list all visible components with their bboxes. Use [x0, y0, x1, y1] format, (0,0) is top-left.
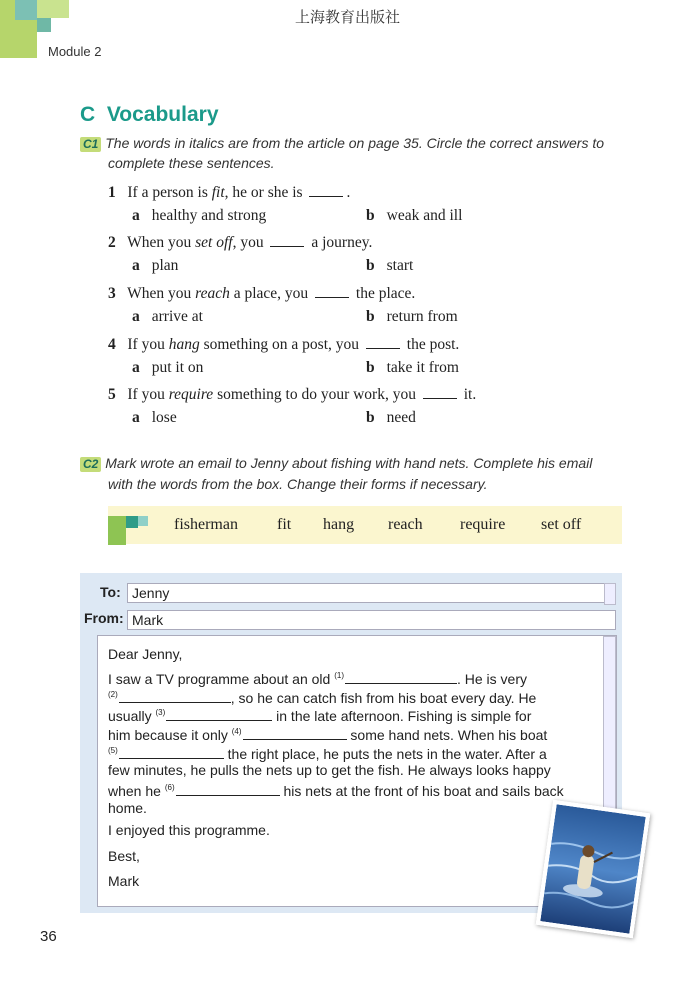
question-5: 5 If you require something to do your work, you it.	[108, 386, 477, 403]
from-field[interactable]: Mark	[127, 610, 616, 630]
page-number: 36	[40, 928, 57, 945]
email-line: I saw a TV programme about an old $^{(1)}$ . He is very	[108, 671, 527, 687]
option-5a[interactable]: a lose	[132, 409, 177, 426]
question-1: 1 If a person is fit, he or she is .	[108, 184, 351, 201]
blank-6[interactable]	[176, 781, 280, 796]
section-letter: C	[80, 103, 96, 126]
c1-instruction-line2: complete these sentences.	[108, 155, 275, 171]
email-line: when he $^{(6)}$ his nets at the front of his boat and sails back	[108, 783, 564, 799]
email-line: $^{(5)}$ the right place, he puts the nets in the water. After a	[108, 746, 547, 762]
blank-3[interactable]	[166, 706, 272, 721]
option-1a[interactable]: a healthy and strong	[132, 207, 267, 224]
email-line: him because it only $^{(4)}$ some hand nets. When his boat	[108, 727, 548, 743]
email-greeting: Dear Jenny,	[108, 646, 183, 662]
option-3b[interactable]: b return from	[366, 308, 458, 325]
c1-instruction: C1 The words in italics are from the article on page 35. Circle the correct answers to	[80, 133, 640, 153]
blank-2[interactable]	[119, 688, 231, 703]
to-label: To:	[100, 584, 121, 600]
blank-1[interactable]	[345, 669, 457, 684]
option-4a[interactable]: a put it on	[132, 359, 204, 376]
answer-blank[interactable]	[366, 335, 400, 349]
question-4: 4 If you hang something on a post, you the post.	[108, 336, 460, 353]
from-label: From:	[84, 610, 124, 626]
c2-instruction-line2: with the words from the box. Change their forms if necessary.	[108, 476, 488, 492]
word-box-decoration	[126, 516, 138, 528]
answer-blank[interactable]	[315, 284, 349, 298]
answer-blank[interactable]	[309, 183, 343, 197]
option-3a[interactable]: a arrive at	[132, 308, 203, 325]
email-signoff: Best,	[108, 848, 140, 864]
email-line: usually $^{(3)}$ in the late afternoon. Fishing is simple for	[108, 708, 532, 724]
email-line: few minutes, he pulls the nets up to get the fish. He always looks happy	[108, 762, 551, 778]
word-box-item: fisherman	[174, 516, 238, 533]
email-line: home.	[108, 800, 147, 816]
option-2b[interactable]: b start	[366, 257, 414, 274]
word-box-item: fit	[277, 516, 292, 533]
publisher-name: 上海教育出版社	[294, 9, 400, 26]
option-1b[interactable]: b weak and ill	[366, 207, 463, 224]
option-5b[interactable]: b need	[366, 409, 416, 426]
blank-4[interactable]	[243, 725, 347, 740]
to-field[interactable]: Jenny	[127, 583, 607, 603]
word-box-item: reach	[388, 516, 423, 533]
section-title	[80, 103, 219, 127]
fisherman-photo	[536, 800, 651, 938]
answer-blank[interactable]	[270, 233, 304, 247]
word-box-item: require	[460, 516, 506, 533]
c2-instruction: C2 Mark wrote an email to Jenny about fishing with hand nets. Complete his email	[80, 453, 640, 473]
word-box-decoration	[108, 516, 126, 545]
word-box-decoration	[138, 516, 148, 526]
c1-badge: C1	[80, 137, 101, 152]
to-field-scrollbar[interactable]	[604, 583, 616, 605]
email-signature: Mark	[108, 873, 140, 889]
email-line: $^{(2)}$ , so he can catch fish from his boat every day. He	[108, 690, 537, 706]
section-name: Vocabulary	[106, 103, 219, 126]
question-2: 2 When you set off, you a journey.	[108, 234, 373, 251]
email-closing: I enjoyed this programme.	[108, 822, 270, 838]
word-box-item: set off	[541, 516, 582, 533]
question-3: 3 When you reach a place, you the place.	[108, 285, 416, 302]
word-box-item: hang	[323, 516, 355, 533]
blank-5[interactable]	[119, 744, 224, 759]
option-2a[interactable]: a plan	[132, 257, 179, 274]
answer-blank[interactable]	[423, 385, 457, 399]
option-4b[interactable]: b take it from	[366, 359, 459, 376]
c2-badge: C2	[80, 457, 101, 472]
module-label: Module 2	[48, 44, 102, 59]
